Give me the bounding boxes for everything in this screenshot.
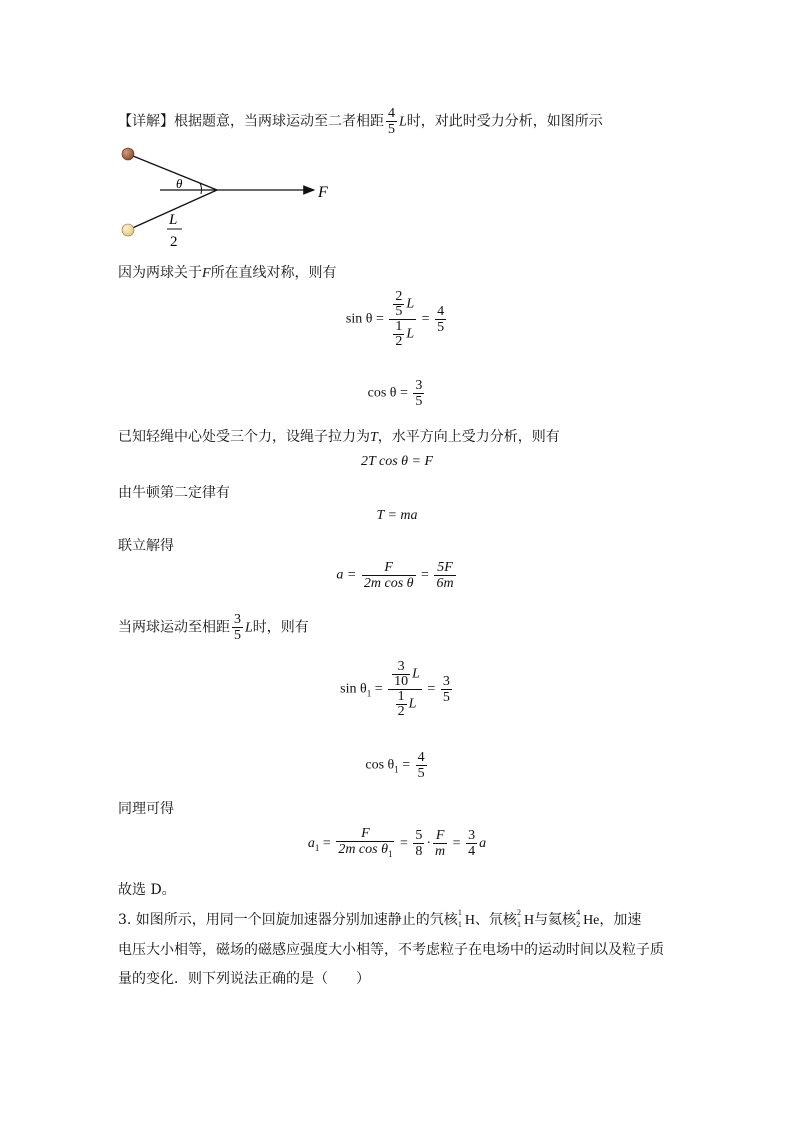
intro-text-before: 根据题意，当两球运动至二者相距	[174, 113, 384, 130]
ball-bottom	[122, 224, 134, 236]
eq-balance: 2T cos θ = F	[360, 454, 434, 469]
eq-cos-theta1: $\cos \theta_1$ = $\frac{4}{5}$	[365, 750, 425, 781]
eq-acceleration1: $a_1$ = $\frac{F}{2m \cos \theta_1}$ = $\frac{5}{8}$ · $\frac{F}{m}$ = $\frac{3}{4}$ a	[307, 826, 487, 860]
force-label: F	[318, 184, 328, 201]
fraction-3-5: $\frac{3}{5}$	[234, 612, 241, 643]
compound-fraction: $\frac{2}{5}$ L $\frac{1}{2}$ L	[389, 290, 416, 349]
ball-top	[122, 148, 134, 160]
answer-line: 故选 D。	[118, 882, 176, 898]
second-line: 当两球运动至相距 $\frac{3}{5}$ L时，则有	[118, 612, 309, 643]
fraction-4-5: $\frac{4}{5}$	[388, 106, 395, 137]
intro-line	[118, 106, 603, 137]
question-line-1: 3. 如图所示，用同一个回旋加速器分别加速静止的氕核 1 1 H、氘核 2 1 H与氦核 4 2 He，加速	[118, 908, 642, 929]
eq-newton: T = ma	[376, 508, 418, 523]
theta-arc	[200, 183, 201, 194]
newton-line: 由牛顿第二定律有	[118, 485, 230, 501]
nucleus-deuterium: 2 1 H	[516, 908, 535, 929]
rope-upper	[128, 154, 217, 190]
eq-cos-theta: cos θ = $\frac{3}{5}$	[367, 378, 423, 409]
eq-sin-theta1: $\sin \theta_1$ = $\frac{3}{10}$ L $\frac{1}{2}$ L = $\frac{3}{5}$	[340, 659, 450, 719]
eq-sin-theta: sin θ = $\frac{2}{5}$ L $\frac{1}{2}$ L = $\frac{4}{5}$	[345, 289, 445, 349]
detail-label: 【详解】	[118, 113, 174, 130]
var-L: L	[399, 114, 407, 130]
question-line-2: 电压大小相等，磁场的磁感应强度大小相等，不考虑粒子在电场中的运动时间以及粒子质	[118, 942, 664, 958]
tension-line: 已知轻绳中心处受三个力，设绳子拉力为T，水平方向上受力分析，则有	[118, 429, 560, 445]
intro-text-after: 时，对此时受力分析，如图所示	[406, 113, 603, 130]
solve-line: 联立解得	[118, 538, 174, 554]
half-length-num: L	[169, 212, 178, 228]
similarly-line: 同理可得	[118, 801, 174, 817]
nucleus-helium: 4 2 He	[576, 908, 600, 929]
nucleus-protium: 1 1 H	[457, 908, 475, 929]
theta-label: θ	[176, 176, 183, 191]
half-length-den: 2	[170, 234, 178, 250]
question-line-3: 量的变化．则下列说法正确的是（ ）	[118, 971, 370, 987]
eq-acceleration: a = $\frac{F}{\text{2m cos θ}}$ = $\frac{5F}{6m}$	[336, 560, 454, 591]
force-diagram	[112, 140, 352, 260]
symmetry-line: 因为两球关于F所在直线对称，则有	[118, 265, 337, 281]
